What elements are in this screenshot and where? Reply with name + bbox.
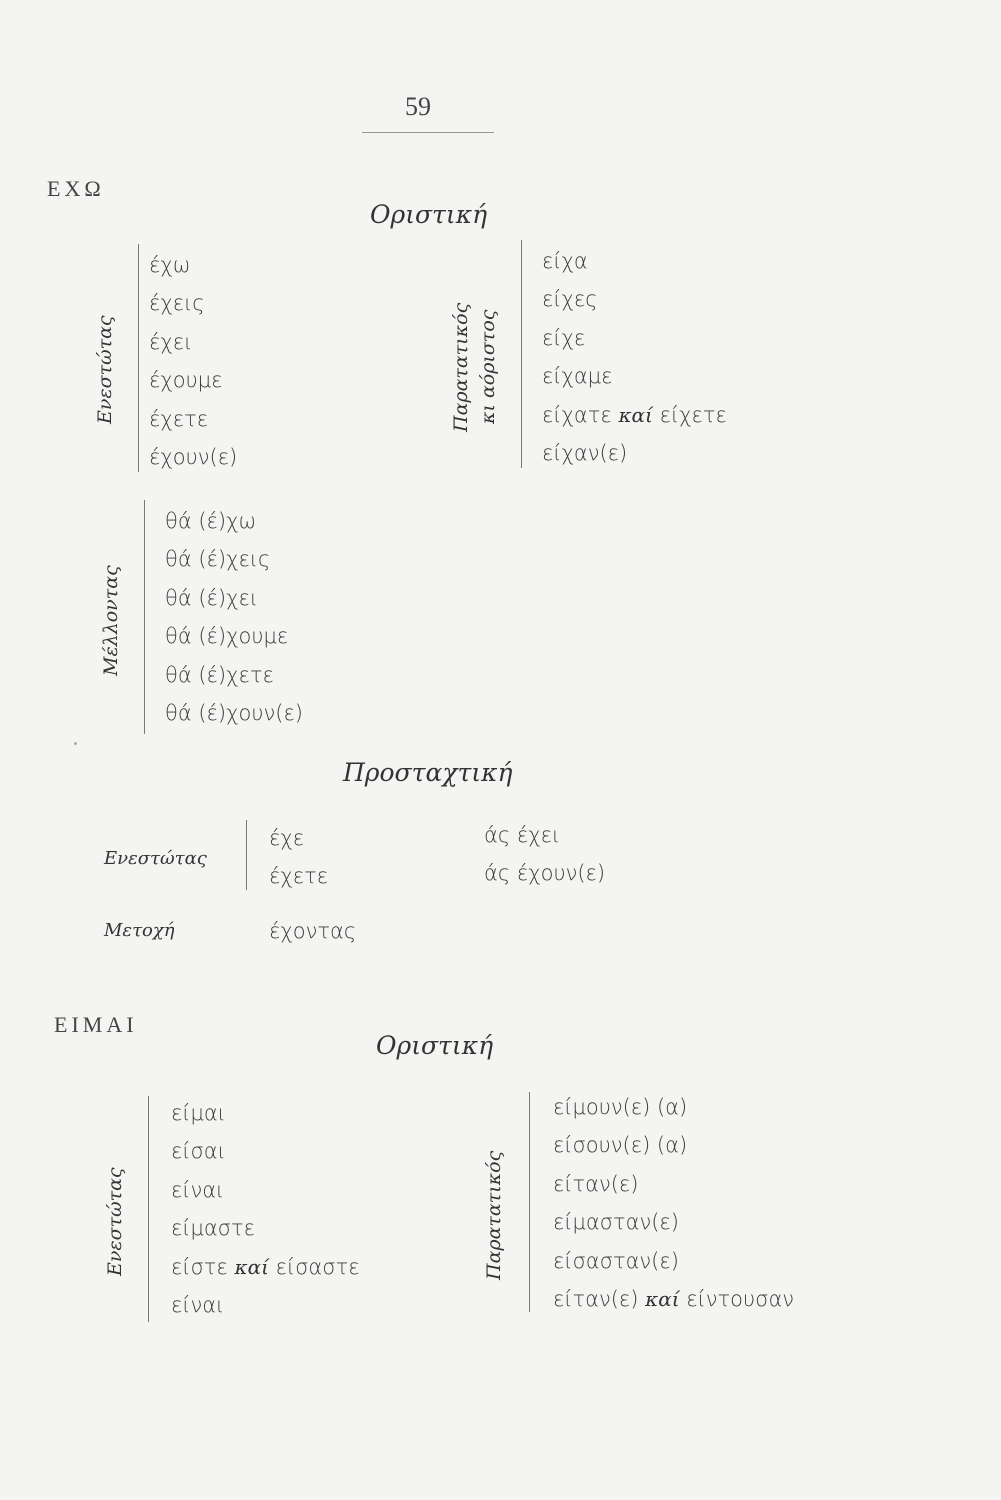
echo-future-list [165,502,303,732]
conjugation-form: άς έχει [484,823,561,847]
conjugation-form: έχουν(ε) [149,445,238,470]
conjugation-form: είχαμε [542,364,613,389]
conjugation-form: είμαστε [171,1216,255,1241]
conjugation-form: είταν(ε) [553,1171,639,1196]
eimai-imperfect-list [553,1088,794,1318]
echo-present-brace [138,244,139,472]
conjugation-form: είσαι [171,1139,226,1164]
echo-imperative-2nd-list [269,819,328,896]
conjugation-form: έχουμε [149,368,223,393]
conjugation-form: θά (έ)χουμε [165,624,289,649]
echo-imperfect-brace [521,240,522,468]
conjugation-form: θά (έ)χει [165,585,259,610]
conjugation-form: έχει [149,329,193,354]
conjugation-form: άς έχουν(ε) [484,861,606,886]
conjugation-form: είσασταν(ε) [553,1248,679,1273]
conjugation-form: θά (έ)χεις [165,547,271,572]
verb-heading-echo: ΕΧΩ [47,176,105,201]
conjugation-form: θά (έ)χω [165,509,257,533]
conjugation-form: είχε [542,325,586,350]
eimai-imperfect-label: Παρατατικός [483,1150,505,1280]
echo-indicative-title: Οριστική [370,200,488,229]
conjugation-form: είμαι [171,1101,226,1125]
conjugation-form: θά (έ)χετε [165,662,274,687]
conjugation-form: έχε [269,826,305,850]
conjugation-form: έχετε [149,406,209,431]
conjugation-form: είμασταν(ε) [553,1210,679,1235]
echo-imperative-title: Προσταχτική [343,758,513,787]
eimai-present-brace [148,1096,149,1322]
echo-present-list [149,246,237,476]
verb-heading-eimai: ΕΙΜΑΙ [54,1012,138,1037]
eimai-imperfect-brace [529,1092,530,1312]
echo-future-label: Μέλλοντας [100,565,122,676]
conjugation-form: θά (έ)χουν(ε) [165,701,303,726]
conjugation-joiner: καί [645,1287,680,1312]
conjugation-form: είχαν(ε) [542,441,628,466]
conjugation-form: έχετε [269,864,329,889]
conjugation-joiner: καί [618,402,653,427]
conjugation-form: έχεις [149,291,205,316]
echo-future-brace [144,500,145,734]
conjugation-form-main: είταν(ε) [553,1287,639,1312]
echo-imperative-present-label: Ενεστώτας [104,848,207,869]
conjugation-form-alt: είσαστε [275,1254,360,1279]
echo-participle-label: Μετοχή [104,920,175,941]
conjugation-form [542,396,727,434]
conjugation-form: είναι [171,1293,225,1318]
conjugation-form: είμουν(ε) (α) [553,1095,688,1119]
conjugation-form [171,1248,360,1286]
eimai-present-label: Ενεστώτας [104,1167,126,1276]
echo-aorist-label: κι αόριστος [477,309,499,424]
conjugation-joiner: καί [234,1254,269,1279]
conjugation-form-alt: είντουσαν [686,1287,795,1312]
echo-imperative-3rd-list [484,816,605,893]
conjugation-form: είσουν(ε) (α) [553,1133,688,1158]
page-number: 59 [405,92,431,121]
conjugation-form-main: είχατε [542,402,612,427]
eimai-indicative-title: Οριστική [376,1031,494,1060]
conjugation-form-main: είστε [171,1254,228,1279]
eimai-present-list [171,1094,360,1324]
conjugation-form: είχες [542,287,598,312]
echo-imperfect-list [542,242,727,472]
page-number-rule [362,132,494,133]
echo-participle: έχοντας [269,919,357,943]
conjugation-form: είναι [171,1177,225,1202]
echo-imperative-brace [246,820,247,890]
conjugation-form: είχα [542,249,588,273]
echo-imperfect-label: Παρατατικός [450,302,472,432]
paper-speck [74,742,77,745]
conjugation-form-alt: είχετε [659,402,727,427]
conjugation-form [553,1280,794,1318]
conjugation-form: έχω [149,253,191,277]
echo-present-label: Ενεστώτας [94,315,116,424]
